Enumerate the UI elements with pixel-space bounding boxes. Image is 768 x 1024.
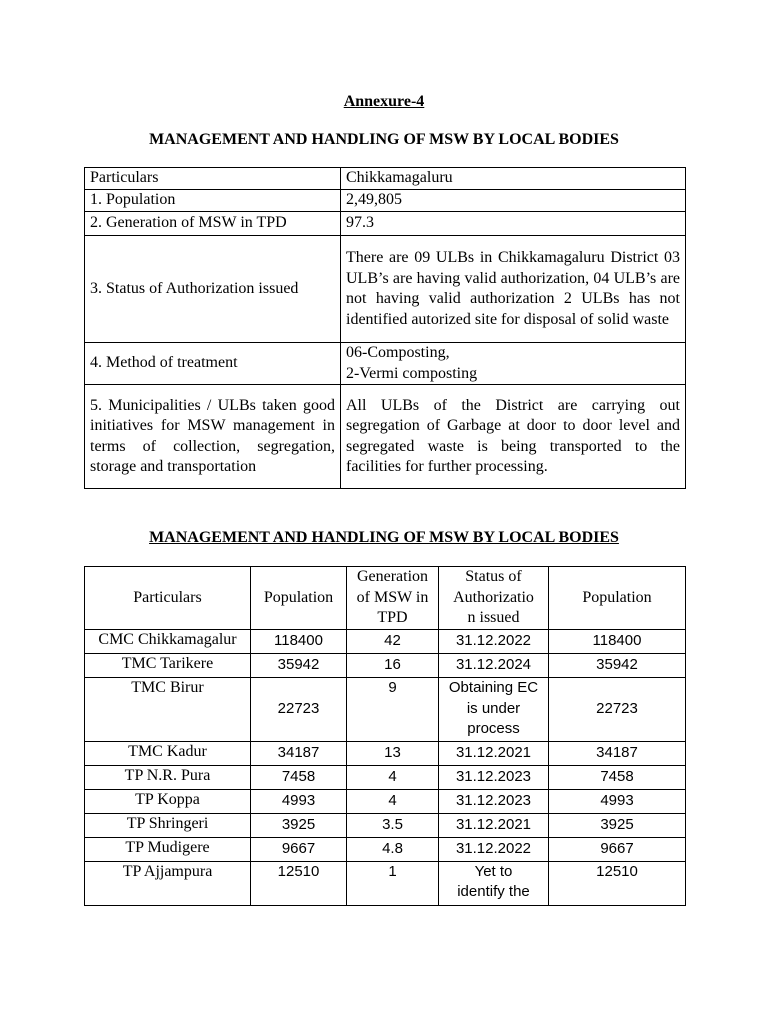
ulb-name: TP Koppa [85,789,251,813]
ulb-population-2: 9667 [549,837,686,861]
table-row [85,343,686,385]
table-header-row [85,567,686,630]
ulb-population-2: 35942 [549,653,686,677]
ulb-msw: 4 [347,789,439,813]
header-generation-line: TPD [377,609,408,626]
ulb-status: 31.12.2022 [439,837,549,861]
ulb-name: TMC Birur [85,677,251,741]
ulb-population-2: 34187 [549,741,686,765]
table-row [85,789,686,813]
row-value: There are 09 ULBs in Chikkamagaluru District 03 ULB’s are having valid authorization, 04 ULB’s are not having valid authorization 2 ULBs has not identified autorized site for disposal of solid waste [341,236,686,343]
ulb-status: 31.12.2023 [439,765,549,789]
ulb-status-line: Obtaining EC [448,679,539,697]
ulb-population: 9667 [251,837,347,861]
ulb-msw: 1 [347,861,439,905]
ulb-name: TMC Kadur [85,741,251,765]
header-district: Chikkamagaluru [341,168,686,190]
ulb-population: 35942 [251,653,347,677]
ulb-status: 31.12.2024 [439,653,549,677]
ulb-table [84,566,686,906]
ulb-population: 3925 [251,813,347,837]
row-label: 4. Method of treatment [85,343,341,385]
ulb-name: TP N.R. Pura [85,765,251,789]
table-row [85,629,686,653]
treatment-line-1: 06-Composting, [346,344,450,361]
ulb-name: CMC Chikkamagalur [85,629,251,653]
ulb-population-2: 22723 [549,677,686,741]
ulb-msw: 13 [347,741,439,765]
ulb-population: 22723 [251,677,347,741]
ulb-population: 7458 [251,765,347,789]
table-row [85,813,686,837]
header-particulars: Particulars [85,168,341,190]
table-row [85,677,686,741]
table-row [85,236,686,343]
ulb-population-2: 3925 [549,813,686,837]
ulb-msw: 9 [347,677,439,741]
table-row [85,861,686,905]
header-population: Population [251,567,347,630]
table-row [85,212,686,236]
row-label: 1. Population [85,190,341,212]
ulb-status-line: is under [466,699,521,717]
ulb-population-2: 118400 [549,629,686,653]
ulb-msw: 3.5 [347,813,439,837]
table-row [85,837,686,861]
ulb-status: 31.12.2021 [439,741,549,765]
ulb-name: TP Mudigere [85,837,251,861]
ulb-status [439,677,549,741]
ulb-status [439,861,549,905]
header-generation-line: of MSW in [356,588,429,606]
table-row [85,168,686,190]
header-status [439,567,549,630]
treatment-line-2: 2-Vermi composting [346,364,478,382]
ulb-population-2: 12510 [549,861,686,905]
annexure-title: Annexure-4 [343,93,425,110]
header-generation [347,567,439,630]
row-label: 2. Generation of MSW in TPD [85,212,341,236]
ulb-population-2: 4993 [549,789,686,813]
row-label: 5. Municipalities / ULBs taken good initiatives for MSW management in terms of collection, segregation, storage and transportation [85,385,341,489]
table-row [85,385,686,489]
header-particulars: Particulars [85,567,251,630]
header-status-line: n issued [467,609,520,626]
section-heading-2: MANAGEMENT AND HANDLING OF MSW BY LOCAL BODIES [149,529,619,546]
ulb-msw: 42 [347,629,439,653]
ulb-name: TMC Tarikere [85,653,251,677]
row-value [341,343,686,385]
table-row [85,741,686,765]
ulb-msw: 16 [347,653,439,677]
ulb-status: 31.12.2022 [439,629,549,653]
ulb-population-2: 7458 [549,765,686,789]
table-row [85,765,686,789]
ulb-msw: 4 [347,765,439,789]
ulb-status-line: identify the [457,883,530,900]
ulb-status-line: process [467,720,520,738]
row-value: All ULBs of the District are carrying out segregation of Garbage at door to door level and segregated waste is being transported to the facilities for further processing. [341,385,686,489]
section-heading-1: MANAGEMENT AND HANDLING OF MSW BY LOCAL BODIES [149,131,619,148]
ulb-population: 12510 [251,861,347,905]
ulb-status-line: Yet to [474,862,513,880]
ulb-population: 118400 [251,629,347,653]
row-value: 2,49,805 [341,190,686,212]
ulb-name: TP Ajjampura [85,861,251,905]
table-row [85,653,686,677]
header-status-line: Status of [465,568,522,585]
ulb-status: 31.12.2023 [439,789,549,813]
header-population-2: Population [549,567,686,630]
table-row [85,190,686,212]
ulb-population: 4993 [251,789,347,813]
summary-table [84,167,686,489]
row-value: 97.3 [341,212,686,236]
ulb-population: 34187 [251,741,347,765]
header-generation-line: Generation [356,568,429,585]
header-status-line: Authorizatio [453,588,534,606]
row-label: 3. Status of Authorization issued [85,236,341,343]
ulb-name: TP Shringeri [85,813,251,837]
ulb-msw: 4.8 [347,837,439,861]
ulb-status: 31.12.2021 [439,813,549,837]
